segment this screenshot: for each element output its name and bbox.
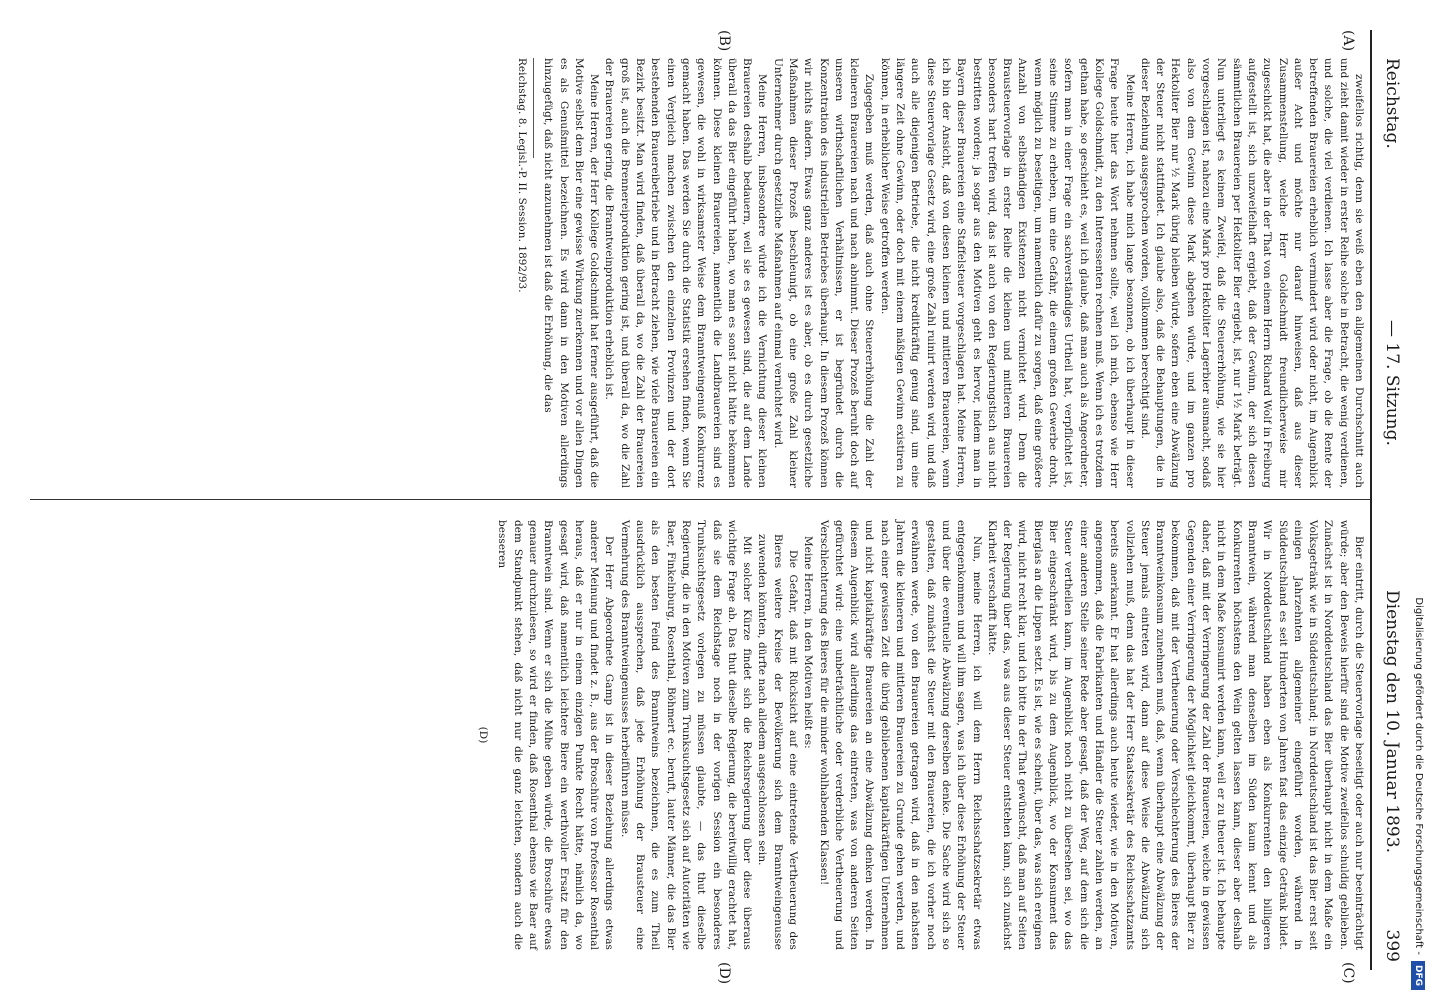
digitization-note: Digitalisierung gefördert durch die Deutsche Forschungsgemeinschaft - — [1413, 597, 1424, 955]
paragraph: Meine Herren, der Herr Kollege Goldschmidt hat ferner ausgeführt, daß die Motive selbst dem Bier eine gewisse Wirkung zuerkennen und vor allen Dingen es als Genußmittel bezeichnen. Es wird dann in den Motiven allerdings hinzugefügt, daß nicht anzunehmen ist daß die Erhöhung, die das — [542, 58, 601, 488]
digitization-credit-text — [1407, 10, 1429, 990]
paragraph: Der Herr Abgeordnete Gamp ist in dieser Beziehung allerdings etwas anderer Meinung und findet z. B., aus der Broschüre von Professor Rosenthal heraus, daß er nur in einem einzigen Punkte Recht hätte, nämlich da, wo gesagt wird, daß namentlich leichtere Biere ein werthvoller Ersatz für den Branntwein sind. Wenn er sich die Mühe geben würde, die Broschüre etwas genauer durchzulesen, so wird er finden, daß Rosenthal ebenso wie Baer auf dem Standpunkt stehen, daß nicht nur die ganz leichten, sondern auch die besseren — [496, 520, 616, 950]
header-session: — 17. Sitzung. — [1382, 320, 1402, 446]
page-number: 399 — [1382, 929, 1402, 962]
footnote-separator — [533, 58, 534, 158]
paragraph: zweifellos richtig, denn sie weiß eben den allgemeinen Durchschnitt auch und zieht damit wieder in erster Reihe solche in Betracht, die wenig verdienen, und solche, die viel verdienen. Ich lasse aber die Frage, ob die Rente der betreffenden Brauereien erheblich vermindert wird oder nicht, im Augenblick außer Acht und möchte nur darauf hinweisen, daß aus dieser Zusammenstellung, welche Herr Goldschmidt freundlicherweise mir zugeschickt hat, die aber in der That von einem Herrn Richard Wolf in Freiburg aufgestellt ist, sich unzweifelhaft ergiebt, daß der Gewinn, der sich diesen sämmtlichen Brauereien per Hektoliter Bier ergiebt, ist, nur 1½ Mark beträgt. Nun unterliegt es keinem Zweifel, daß die Steuererhöhung, wie sie hier vorgeschlagen ist, nahezu eine Mark pro Hektoliter Lagerbier ausmacht, sodaß also von dem Gewinn diese Mark abgehen würde, und im ganzen pro Hektoliter Bier nur ½ Mark übrig bleiben würde, sofern eben eine Abwälzung der Steuer nicht stattfindet. Ich glaube also, daß die Behauptungen, die in dieser Beziehung ausgesprochen worden, vollkommen berechtigt sind. — [1138, 58, 1365, 488]
left-column — [514, 58, 1366, 488]
paragraph: Meine Herren, in den Motiven heißt es: — [802, 536, 815, 749]
quote-paragraph: Die Gefahr, daß mit Rücksicht auf eine eintretende Vertheuerung des Bieres weitere Kreise der Bevölkerung sich dem Branntweingenusse zuwenden könnten, dürfte nach alledem ausgeschlossen sein. — [756, 534, 800, 950]
column-divider — [30, 499, 1370, 500]
paragraph: Nun, meine Herren, ich will dem Herrn Reichsschatzsekretär etwas entgegenkommen und will ihm sagen, was ich über diese Erhöhung der Steuer und über die eventuelle Abwälzung derselben denke. Die Sache wird sich so gestalten, daß zunächst die Steuer mit den Brauereien, die ich vorher noch erwähnen werde, von den Brauereien getragen wird, daß in den nächsten Jahren die kleineren und mittleren Brauereien zu Grunde gehen werden, und nach einer gewissen Zeit die übrig gebliebenen kapitalkräftigen Unternehmen und nicht kapitalkräftige Brauereien an eine Abwälzung denken werden. In diesem Augenblick wird allerdings das eintreten, was von anderen Seiten gefürchtet wird: eine unbeträchtliche oder verderbliche Vertheuerung und Verschlechterung des Bieres für die minder wohlhabenden Klassen! — [817, 520, 983, 950]
paragraph: Mit solcher Kürze findet sich die Reichsregierung über diese überaus wichtige Frage ab. Das thut dieselbe Regierung, die bereitwillig erachtet hat, daß sie dem Reichstage noch in der vorigen Session ein besonderes Trunksuchtsgesetz vorlegen zu müssen glaubte, — das thut dieselbe Regierung, die in den Motiven zum Trunksuchtsgesetz sich auf Autoritäten wie Baer, Finkelnburg, Rosenthal, Böhmert ec. beruft, lauter Männer, die das Bier als den besten Feind des Branntweins bezeichnen, die es zum Theil ausdrücklich aussprechen, daß jede Erhöhung der Brausteuer eine Vermehrung des Branntweingenusses herbeiführen müsse. — [618, 520, 754, 950]
margin-mark-c: (C) — [1340, 962, 1356, 984]
margin-mark-b: (B) — [716, 30, 732, 52]
signature-mark: (D) — [477, 726, 490, 744]
margin-mark-d: (D) — [716, 962, 732, 985]
footnote: Reichstag. 8. Legisl.-P. II. Session. 1892/93. — [515, 58, 528, 293]
paragraph: Meine Herren, ich habe mich lange besonnen, ob ich überhaupt in dieser Frage heute hier das Wort nehmen sollte, weil ich mich, ebenso wie Herr Kollege Goldschmidt, zu den Interessenten rechnen muß. Wenn ich es trotzdem gethan habe, so geschieht es, weil ich glaube, daß man auch als Angeordneter, sofern man in einer Frage ein sachverständiges Urtheil hat, verpflichtet ist, seine Stimme zu erheben, um eine Gefahr, die einem großen Gewerbe droht, wenn möglich zu beseitigen, um namentlich dafür zu sorgen, daß eine größere Anzahl von selbständigen Existenzen nicht vernichtet wird. Denn die Brausteuervorlage in erster Reihe die kleinen und mittleren Brauereien besonders hart treffen wird, das ist auch von den Regierungstisch aus nicht bestritten worden; ja sogar aus den Motiven geht es hervor, indem man in Bayern dieser Brauereien eine Staffelsteuer vorgeschlagen hat. Meine Herren, ich bin der Ansicht, daß von diesen kleinen und mittleren Brauereien, wenn diese Steuervorlage Gesetz wird, eine große Zahl ruinirt werden wird, und daß auch alle diejenigen Betriebe, die nicht kreditkräftig genug sind, um eine längere Zeit ohne Gewinn, oder doch mit einem mäßigen Gewinn existiren zu können, in erheblicher Weise getroffen werden. — [878, 58, 1136, 488]
digitization-credit — [1407, 10, 1429, 990]
paragraph: Meine Herren, insbesondere würde ich die Vernichtung dieser kleinen Brauereien deshalb bedauern, weil sie es gewesen sind, die auf dem Lande überall da das Bier eingeführt haben, wo man es sonst nicht hätte bekommen können. Diese kleinen Brauereien, namentlich die Landbrauereien sind es gewesen, die wohl in wirksamster Weise dem Branntweingenuß Konkurrenz gemacht haben. Das werden Sie durch die Statistik ersehen finden, wenn Sie einen Vergleich machen zwischen den einzelnen Provinzen und der dort bestehenden Brauereibetriebe und in Betracht ziehen, wie viele Brauereien ein Bezirk besitzt. Man wird finden, daß überall da, wo die Zahl der Brauereien groß ist, auch die Brennereiproduktion gering ist, und überall da, wo die Zahl der Brauereien gering, die Branntweinproduktion erheblich ist. — [603, 58, 769, 488]
dfg-logo: DFG — [1411, 961, 1425, 990]
paragraph: Bier eintritt, durch die Steuervorlage beseitigt oder auch nur beeinträchtigt würde; aber den Beweis hierfür sind die Motive zweifellos schuldig geblieben. Zunächst ist in Norddeutschland das Bier überhaupt nicht in dem Maße ein Volksgetränk wie in Süddeutschland; in Norddeutschland ist das Bier erst seit einigen Jahrzehnten allgemeiner eingeführt worden, während in Süddeutschland es seit Hunderten von Jahren fast das einzige Getränk bildet. Wir in Norddeutschland haben eben als Konkurrenten den billigeren Branntwein, während man denselben im Süden kaum kennt und als Konkurrenten höchstens den Wein gelten lassen kann, dieser aber deshalb nicht in dem Maße konsumirt werden kann, weil er zu theuer ist. Ich behaupte daher, daß mit der Verringerung der Zahl der Brauereien, welche in gewissen Gegenden einer Verringerung der Möglichkeit gleichkommt, überhaupt Bier zu bekommen, daß mit der Vertheuerung oder Verschlechterung des Bieres der Branntweinkonsum zunehmen muß, daß, wenn überhaupt eine Abwälzung der Steuer jemals eintreten wird, dann auf diese Weise die Abwälzung sich vollziehen muß, denn das hat der Herr Staatssekretär des Reichsschatzamts bereits anerkannt. Er hat allerdings auch heute wieder, wie in den Motiven, angenommen, daß die Fabrikanten und Händler die Steuer zahlen werden, an einer anderen Stelle seiner Rede aber gesagt, daß der Weg, auf dem sich die Steuer vertheilen kann, im Augenblick noch nicht zu übersehen sei, wo das Bier eingeschränkt wird, bis zu dem Augenblick, wo der Konsument das Bierglas an die Lippen setzt. Es ist, wie es scheint, über das, was sich ereignen wird, nicht recht klar, und ich bitte in der That gewünscht, daß man auf Seiten der Regierung über das, was aus dieser Steuer entstehen kann, sich zunächst Klarheit verschafft hätte. — [985, 520, 1365, 950]
right-column — [475, 520, 1366, 950]
margin-mark-a: (A) — [1340, 30, 1356, 52]
paragraph: Zugegeben muß werden, daß auch ohne Steuererhöhung die Zahl der kleineren Brauereien nach und nach abnimmt. Dieser Prozeß beruht doch auf unseren wirthschaftlichen Verhältnissen, er ist begründet durch die Konzentration des industriellen Betriebes überhaupt. In diesem Prozeß können wir nichts ändern. Etwas ganz anderes ist es aber, ob es durch gesetzliche Maßnahmen dieser Prozeß beschleunigt, ob eine große Zahl kleiner Unternehmer durch gesetzliche Maßnahmen auf einmal vernichtet wird. — [771, 58, 876, 488]
header-rule — [1370, 30, 1372, 970]
header-date: Dienstag den 10. Januar 1893. — [1382, 590, 1402, 853]
header-left: Reichstag. — [1382, 58, 1402, 149]
